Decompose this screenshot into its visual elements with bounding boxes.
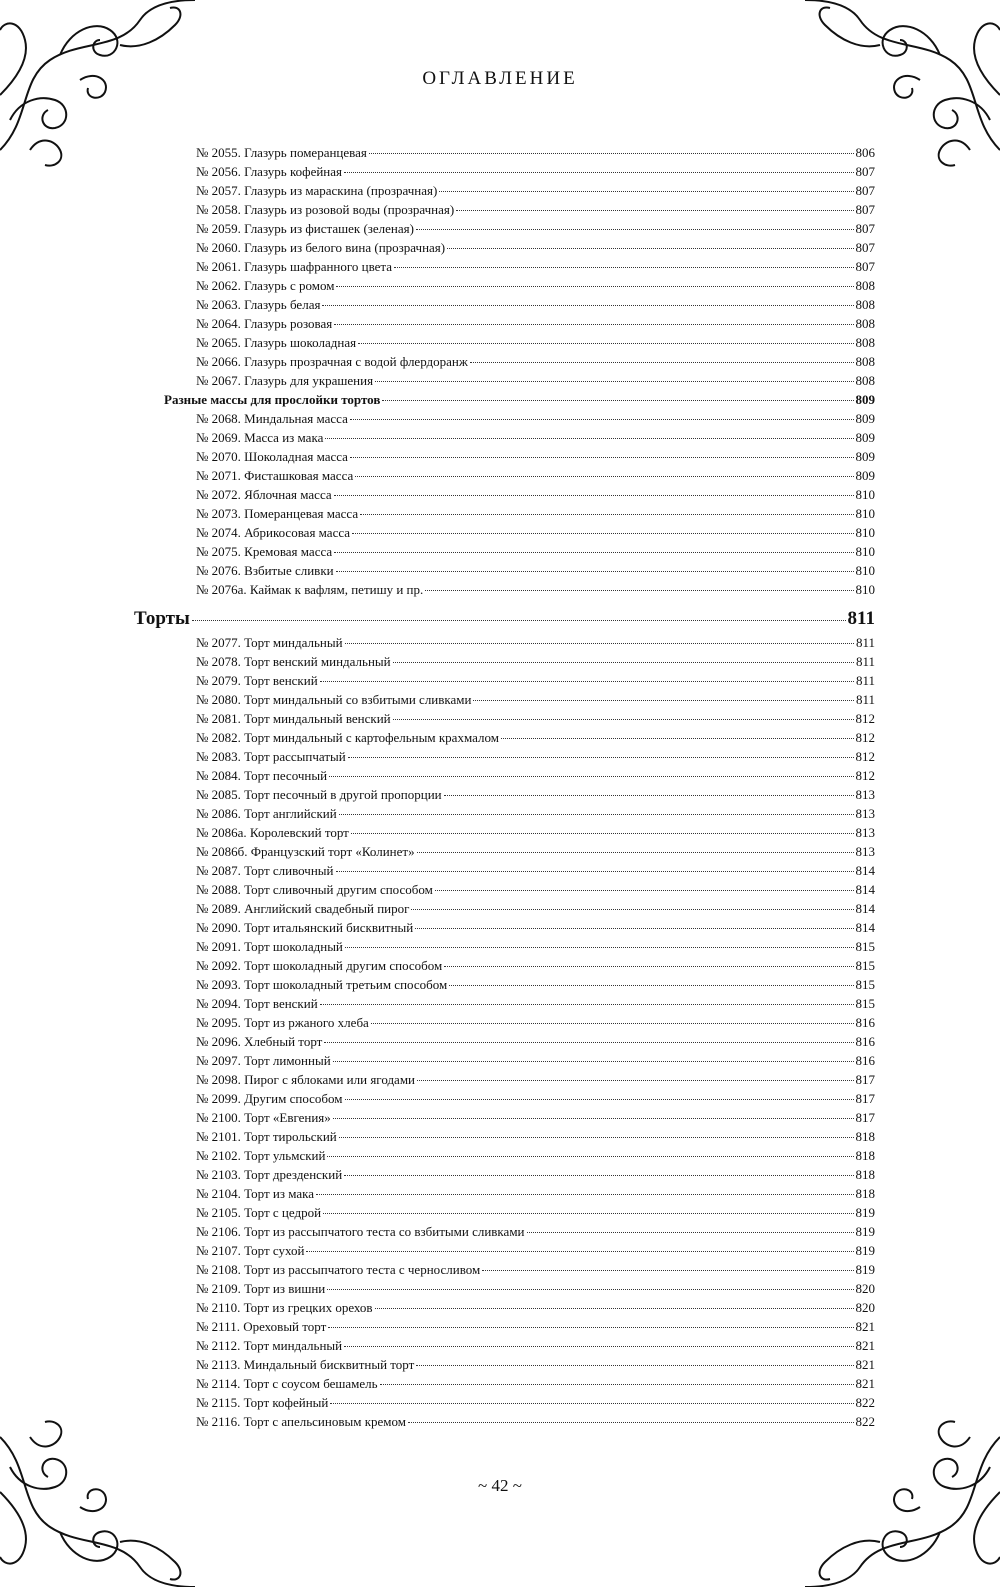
toc-entry-title: № 2115. Торт кофейный <box>196 1395 329 1410</box>
dot-leader <box>333 1118 854 1119</box>
toc-entry[interactable] <box>134 1127 875 1146</box>
toc-entry-page: 819 <box>855 1262 875 1277</box>
toc-entry-title: № 2082. Торт миндальный с картофельным крахмалом <box>196 730 499 745</box>
dot-leader <box>375 1308 854 1309</box>
toc-entry-page: 819 <box>855 1205 875 1220</box>
toc-entry-page: 808 <box>855 297 875 312</box>
toc-entry[interactable] <box>134 652 875 671</box>
toc-entry-title: № 2068. Миндальная масса <box>196 411 348 426</box>
toc-entry-page: 808 <box>855 373 875 388</box>
toc-entry[interactable] <box>134 804 875 823</box>
corner-ornament-icon <box>0 1417 200 1587</box>
dot-leader <box>360 514 853 515</box>
toc-entry-title: № 2075. Кремовая масса <box>196 544 333 559</box>
toc-entry-title: № 2067. Глазурь для украшения <box>196 373 374 388</box>
toc-entry[interactable] <box>134 561 875 580</box>
toc-entry[interactable] <box>134 918 875 937</box>
toc-entry[interactable] <box>134 238 875 257</box>
toc-entry-page: 815 <box>855 939 875 954</box>
toc-entry-page: 813 <box>855 844 875 859</box>
toc-subsection[interactable] <box>134 390 875 409</box>
toc-entry[interactable] <box>134 542 875 561</box>
toc-entry[interactable] <box>134 200 875 219</box>
toc-entry-page: 818 <box>855 1129 875 1144</box>
toc-entry-title: № 2063. Глазурь белая <box>196 297 321 312</box>
toc-entry-page: 809 <box>855 430 875 445</box>
toc-entry-page: 814 <box>855 901 875 916</box>
dot-leader <box>473 700 853 701</box>
toc-entry-title: № 2072. Яблочная масса <box>196 487 332 502</box>
toc-entry-page: 811 <box>855 673 875 688</box>
dot-leader <box>320 1004 854 1005</box>
toc-entry[interactable] <box>134 276 875 295</box>
toc-entry[interactable] <box>134 709 875 728</box>
dot-leader <box>344 172 853 173</box>
toc-entry-title: № 2071. Фисташковая масса <box>196 468 354 483</box>
dot-leader <box>344 1175 853 1176</box>
dot-leader <box>501 738 854 739</box>
toc-entry-title: № 2092. Торт шоколадный другим способом <box>196 958 443 973</box>
toc-entry-title: № 2100. Торт «Евгения» <box>196 1110 331 1125</box>
toc-entry[interactable] <box>134 1203 875 1222</box>
toc-entry-title: № 2069. Масса из мака <box>196 430 324 445</box>
toc-entry-page: 813 <box>855 806 875 821</box>
dot-leader <box>306 1251 853 1252</box>
toc-entry-title: № 2058. Глазурь из розовой воды (прозрачная) <box>196 202 455 217</box>
dot-leader <box>345 643 854 644</box>
toc-entry-page: 822 <box>855 1414 875 1429</box>
dot-leader <box>322 305 853 306</box>
dot-leader <box>320 681 854 682</box>
toc-entry-title: № 2103. Торт дрезденский <box>196 1167 343 1182</box>
toc-entry[interactable] <box>134 485 875 504</box>
toc-entry-page: 807 <box>855 221 875 236</box>
toc-entry[interactable] <box>134 937 875 956</box>
toc-entry[interactable] <box>134 671 875 690</box>
dot-leader <box>394 267 853 268</box>
toc-entry[interactable] <box>134 314 875 333</box>
toc-entry-title: № 2099. Другим способом <box>196 1091 343 1106</box>
dot-leader <box>330 1403 853 1404</box>
toc-entry-title: № 2061. Глазурь шафранного цвета <box>196 259 393 274</box>
toc-entry-page: 815 <box>855 977 875 992</box>
toc-entry-title: № 2065. Глазурь шоколадная <box>196 335 357 350</box>
toc-entry-page: 810 <box>855 506 875 521</box>
toc-entry[interactable] <box>134 219 875 238</box>
dot-leader <box>324 1042 853 1043</box>
toc-entry-title: № 2060. Глазурь из белого вина (прозрачная) <box>196 240 446 255</box>
dot-leader <box>334 324 853 325</box>
dot-leader <box>316 1194 853 1195</box>
toc-entry-title: № 2076. Взбитые сливки <box>196 563 334 578</box>
dot-leader <box>355 476 853 477</box>
toc-entry[interactable] <box>134 295 875 314</box>
toc-entry-page: 819 <box>855 1224 875 1239</box>
toc-entry[interactable] <box>134 143 875 162</box>
dot-leader <box>380 1384 854 1385</box>
toc-section[interactable] <box>134 604 875 633</box>
page-number: ~ 42 ~ <box>478 1476 522 1495</box>
toc-entry[interactable] <box>134 1165 875 1184</box>
corner-ornament-icon <box>800 1417 1000 1587</box>
dot-leader <box>344 1346 853 1347</box>
toc-entry-title: № 2074. Абрикосовая масса <box>196 525 351 540</box>
toc-entry[interactable] <box>134 766 875 785</box>
dot-leader <box>325 438 853 439</box>
toc-entry-page: 810 <box>855 544 875 559</box>
toc-entry-page: 812 <box>855 749 875 764</box>
dot-leader <box>339 1137 854 1138</box>
toc-entry-page: 820 <box>855 1281 875 1296</box>
toc-entry-title: Торты <box>134 608 190 629</box>
toc-entry[interactable] <box>134 1374 875 1393</box>
toc-entry-title: № 2106. Торт из рассыпчатого теста со взбитыми сливками <box>196 1224 525 1239</box>
toc-entry[interactable] <box>134 1089 875 1108</box>
dot-leader <box>329 776 853 777</box>
toc-entry[interactable] <box>134 580 875 599</box>
dot-leader <box>444 966 853 967</box>
dot-leader <box>336 571 854 572</box>
toc-entry-title: № 2055. Глазурь померанцевая <box>196 145 367 160</box>
toc-entry-title: № 2085. Торт песочный в другой пропорции <box>196 787 442 802</box>
toc-entry-title: № 2081. Торт миндальный венский <box>196 711 391 726</box>
dot-leader <box>449 985 853 986</box>
toc-entry-page: 811 <box>855 654 875 669</box>
toc-entry[interactable] <box>134 975 875 994</box>
toc-entry-title: № 2086. Торт английский <box>196 806 337 821</box>
toc-entry-page: 817 <box>855 1091 875 1106</box>
dot-leader <box>416 1365 853 1366</box>
toc-entry-page: 821 <box>855 1319 875 1334</box>
toc-entry-title: № 2064. Глазурь розовая <box>196 316 333 331</box>
toc-entry-page: 808 <box>855 278 875 293</box>
dot-leader <box>327 1156 853 1157</box>
toc-entry-title: № 2089. Английский свадебный пирог <box>196 901 410 916</box>
toc-entry-title: № 2094. Торт венский <box>196 996 318 1011</box>
toc-entry-page: 816 <box>855 1015 875 1030</box>
toc-entry-page: 812 <box>855 711 875 726</box>
dot-leader <box>328 1327 853 1328</box>
toc-entry[interactable] <box>134 1279 875 1298</box>
toc-entry-title: № 2097. Торт лимонный <box>196 1053 331 1068</box>
toc-entry-page: 807 <box>855 164 875 179</box>
toc-entry[interactable] <box>134 466 875 485</box>
dot-leader <box>350 457 854 458</box>
toc-entry-page: 809 <box>855 411 875 426</box>
toc-entry-page: 806 <box>855 145 875 160</box>
dot-leader <box>393 662 854 663</box>
toc-entry-page: 814 <box>855 882 875 897</box>
toc-entry-title: № 2105. Торт с цедрой <box>196 1205 322 1220</box>
toc-entry-page: 812 <box>855 730 875 745</box>
toc-entry-title: № 2110. Торт из грецких орехов <box>196 1300 373 1315</box>
dot-leader <box>417 852 854 853</box>
dot-leader <box>348 757 854 758</box>
toc-entry-title: № 2070. Шоколадная масса <box>196 449 348 464</box>
toc-entry-title: № 2056. Глазурь кофейная <box>196 164 343 179</box>
dot-leader <box>444 795 854 796</box>
dot-leader <box>456 210 853 211</box>
toc-entry-title: № 2086б. Французский торт «Колинет» <box>196 844 415 859</box>
toc-entry-page: 821 <box>855 1357 875 1372</box>
toc-entry-page: 818 <box>855 1186 875 1201</box>
toc-entry-title: № 2091. Торт шоколадный <box>196 939 343 954</box>
toc-entry-page: 807 <box>855 259 875 274</box>
toc-entry[interactable] <box>134 994 875 1013</box>
toc-entry[interactable] <box>134 1355 875 1374</box>
toc-entry[interactable] <box>134 880 875 899</box>
toc-entry-page: 821 <box>855 1338 875 1353</box>
toc-entry-title: № 2077. Торт миндальный <box>196 635 343 650</box>
toc-entry-title: № 2109. Торт из вишни <box>196 1281 326 1296</box>
toc-entry-title: № 2107. Торт сухой <box>196 1243 305 1258</box>
dot-leader <box>382 400 853 401</box>
toc-entry-page: 814 <box>855 920 875 935</box>
toc-entry-page: 820 <box>855 1300 875 1315</box>
toc-entry[interactable] <box>134 785 875 804</box>
toc-entry-title: № 2057. Глазурь из мараскина (прозрачная) <box>196 183 438 198</box>
toc-entry[interactable] <box>134 747 875 766</box>
toc-entry[interactable] <box>134 181 875 200</box>
toc-entry[interactable] <box>134 842 875 861</box>
dot-leader <box>470 362 854 363</box>
toc-entry[interactable] <box>134 1412 875 1431</box>
dot-leader <box>408 1422 854 1423</box>
toc-entry-page: 808 <box>855 354 875 369</box>
toc-entry[interactable] <box>134 371 875 390</box>
toc-entry-title: № 2114. Торт с соусом бешамель <box>196 1376 378 1391</box>
toc-entry[interactable] <box>134 333 875 352</box>
dot-leader <box>336 286 853 287</box>
toc-entry-title: № 2116. Торт с апельсиновым кремом <box>196 1414 406 1429</box>
toc-entry-page: 810 <box>855 563 875 578</box>
toc-entry[interactable] <box>134 523 875 542</box>
toc-entry[interactable] <box>134 1146 875 1165</box>
toc-entry[interactable] <box>134 1013 875 1032</box>
page-title: ОГЛАВЛЕНИЕ <box>422 68 578 89</box>
toc-entry[interactable] <box>134 257 875 276</box>
dot-leader <box>411 909 853 910</box>
toc-entry-page: 810 <box>855 487 875 502</box>
dot-leader <box>333 1061 854 1062</box>
toc-entry-title: № 2083. Торт рассыпчатый <box>196 749 346 764</box>
toc-entry[interactable] <box>134 1032 875 1051</box>
toc-entry[interactable] <box>134 1070 875 1089</box>
dot-leader <box>327 1289 853 1290</box>
toc-entry[interactable] <box>134 1336 875 1355</box>
toc-entry-page: 817 <box>855 1072 875 1087</box>
toc-entry[interactable] <box>134 861 875 880</box>
toc-entry[interactable] <box>134 447 875 466</box>
toc-entry[interactable] <box>134 1241 875 1260</box>
dot-leader <box>345 1099 854 1100</box>
dot-leader <box>369 153 854 154</box>
toc-entry[interactable] <box>134 428 875 447</box>
dot-leader <box>334 552 853 553</box>
toc-entry-page: 811 <box>847 608 875 629</box>
dot-leader <box>323 1213 853 1214</box>
toc-entry-title: № 2112. Торт миндальный <box>196 1338 343 1353</box>
toc-entry[interactable] <box>134 899 875 918</box>
toc-entry[interactable] <box>134 633 875 652</box>
toc-entry-page: 811 <box>855 635 875 650</box>
toc-entry-page: 817 <box>855 1110 875 1125</box>
dot-leader <box>435 890 854 891</box>
dot-leader <box>375 381 853 382</box>
dot-leader <box>371 1023 854 1024</box>
toc-entry-title: № 2087. Торт сливочный <box>196 863 334 878</box>
toc-entry-title: № 2073. Померанцевая масса <box>196 506 359 521</box>
table-of-contents <box>134 143 875 1431</box>
toc-entry[interactable] <box>134 352 875 371</box>
toc-entry[interactable] <box>134 1184 875 1203</box>
toc-entry-page: 815 <box>855 996 875 1011</box>
toc-entry-page: 813 <box>855 787 875 802</box>
dot-leader <box>358 343 853 344</box>
toc-entry[interactable] <box>134 690 875 709</box>
dot-leader <box>415 928 853 929</box>
dot-leader <box>416 229 854 230</box>
dot-leader <box>425 590 853 591</box>
toc-entry[interactable] <box>134 956 875 975</box>
toc-entry-title: № 2095. Торт из ржаного хлеба <box>196 1015 369 1030</box>
dot-leader <box>351 833 854 834</box>
dot-leader <box>345 947 854 948</box>
dot-leader <box>339 814 854 815</box>
dot-leader <box>439 191 853 192</box>
toc-entry[interactable] <box>134 1260 875 1279</box>
toc-entry-title: Разные массы для прослойки тортов <box>164 392 381 407</box>
toc-entry[interactable] <box>134 504 875 523</box>
toc-entry-title: № 2076а. Каймак к вафлям, петишу и пр. <box>196 582 424 597</box>
toc-entry-title: № 2059. Глазурь из фисташек (зеленая) <box>196 221 414 236</box>
toc-entry-page: 808 <box>855 316 875 331</box>
toc-entry[interactable] <box>134 1222 875 1241</box>
toc-entry-title: № 2111. Ореховый торт <box>196 1319 327 1334</box>
toc-entry-page: 808 <box>855 335 875 350</box>
toc-entry[interactable] <box>134 1051 875 1070</box>
toc-entry-page: 807 <box>855 183 875 198</box>
toc-entry-page: 816 <box>855 1034 875 1049</box>
toc-entry-page: 821 <box>855 1376 875 1391</box>
toc-entry-page: 807 <box>855 240 875 255</box>
toc-entry[interactable] <box>134 823 875 842</box>
toc-entry-page: 818 <box>855 1148 875 1163</box>
toc-entry-title: № 2101. Торт тирольский <box>196 1129 337 1144</box>
dot-leader <box>334 495 854 496</box>
toc-entry-title: № 2078. Торт венский миндальный <box>196 654 391 669</box>
toc-entry[interactable] <box>134 162 875 181</box>
toc-entry[interactable] <box>134 728 875 747</box>
toc-entry-title: № 2090. Торт итальянский бисквитный <box>196 920 414 935</box>
toc-entry-title: № 2113. Миндальный бисквитный торт <box>196 1357 415 1372</box>
toc-entry-page: 816 <box>855 1053 875 1068</box>
toc-entry-page: 822 <box>855 1395 875 1410</box>
toc-entry-title: № 2066. Глазурь прозрачная с водой флердоранж <box>196 354 468 369</box>
toc-entry[interactable] <box>134 409 875 428</box>
toc-entry-page: 809 <box>855 392 875 407</box>
toc-entry-title: № 2088. Торт сливочный другим способом <box>196 882 433 897</box>
toc-entry-title: № 2102. Торт ульмский <box>196 1148 326 1163</box>
dot-leader <box>482 1270 853 1271</box>
toc-entry-page: 814 <box>855 863 875 878</box>
toc-entry[interactable] <box>134 1317 875 1336</box>
toc-entry-page: 810 <box>855 525 875 540</box>
toc-entry-title: № 2096. Хлебный торт <box>196 1034 323 1049</box>
dot-leader <box>393 719 854 720</box>
toc-entry-title: № 2080. Торт миндальный со взбитыми сливками <box>196 692 472 707</box>
dot-leader <box>447 248 853 249</box>
toc-entry-title: № 2098. Пирог с яблоками или ягодами <box>196 1072 416 1087</box>
toc-entry-page: 813 <box>855 825 875 840</box>
toc-entry-page: 818 <box>855 1167 875 1182</box>
toc-entry-page: 809 <box>855 468 875 483</box>
toc-entry-page: 809 <box>855 449 875 464</box>
toc-entry-page: 810 <box>855 582 875 597</box>
dot-leader <box>336 871 854 872</box>
toc-entry[interactable] <box>134 1298 875 1317</box>
toc-entry-title: № 2084. Торт песочный <box>196 768 328 783</box>
toc-entry[interactable] <box>134 1393 875 1412</box>
toc-entry-title: № 2104. Торт из мака <box>196 1186 315 1201</box>
toc-entry-page: 819 <box>855 1243 875 1258</box>
dot-leader <box>527 1232 854 1233</box>
toc-entry-page: 812 <box>855 768 875 783</box>
dot-leader <box>192 620 846 621</box>
toc-entry-title: № 2093. Торт шоколадный третьим способом <box>196 977 448 992</box>
dot-leader <box>352 533 853 534</box>
toc-entry-title: № 2079. Торт венский <box>196 673 318 688</box>
toc-entry-page: 807 <box>855 202 875 217</box>
dot-leader <box>417 1080 853 1081</box>
toc-entry-page: 815 <box>855 958 875 973</box>
toc-entry-title: № 2086а. Королевский торт <box>196 825 349 840</box>
toc-entry-page: 811 <box>855 692 875 707</box>
toc-entry-title: № 2062. Глазурь с ромом <box>196 278 335 293</box>
toc-entry-title: № 2108. Торт из рассыпчатого теста с черносливом <box>196 1262 481 1277</box>
dot-leader <box>350 419 854 420</box>
toc-entry[interactable] <box>134 1108 875 1127</box>
